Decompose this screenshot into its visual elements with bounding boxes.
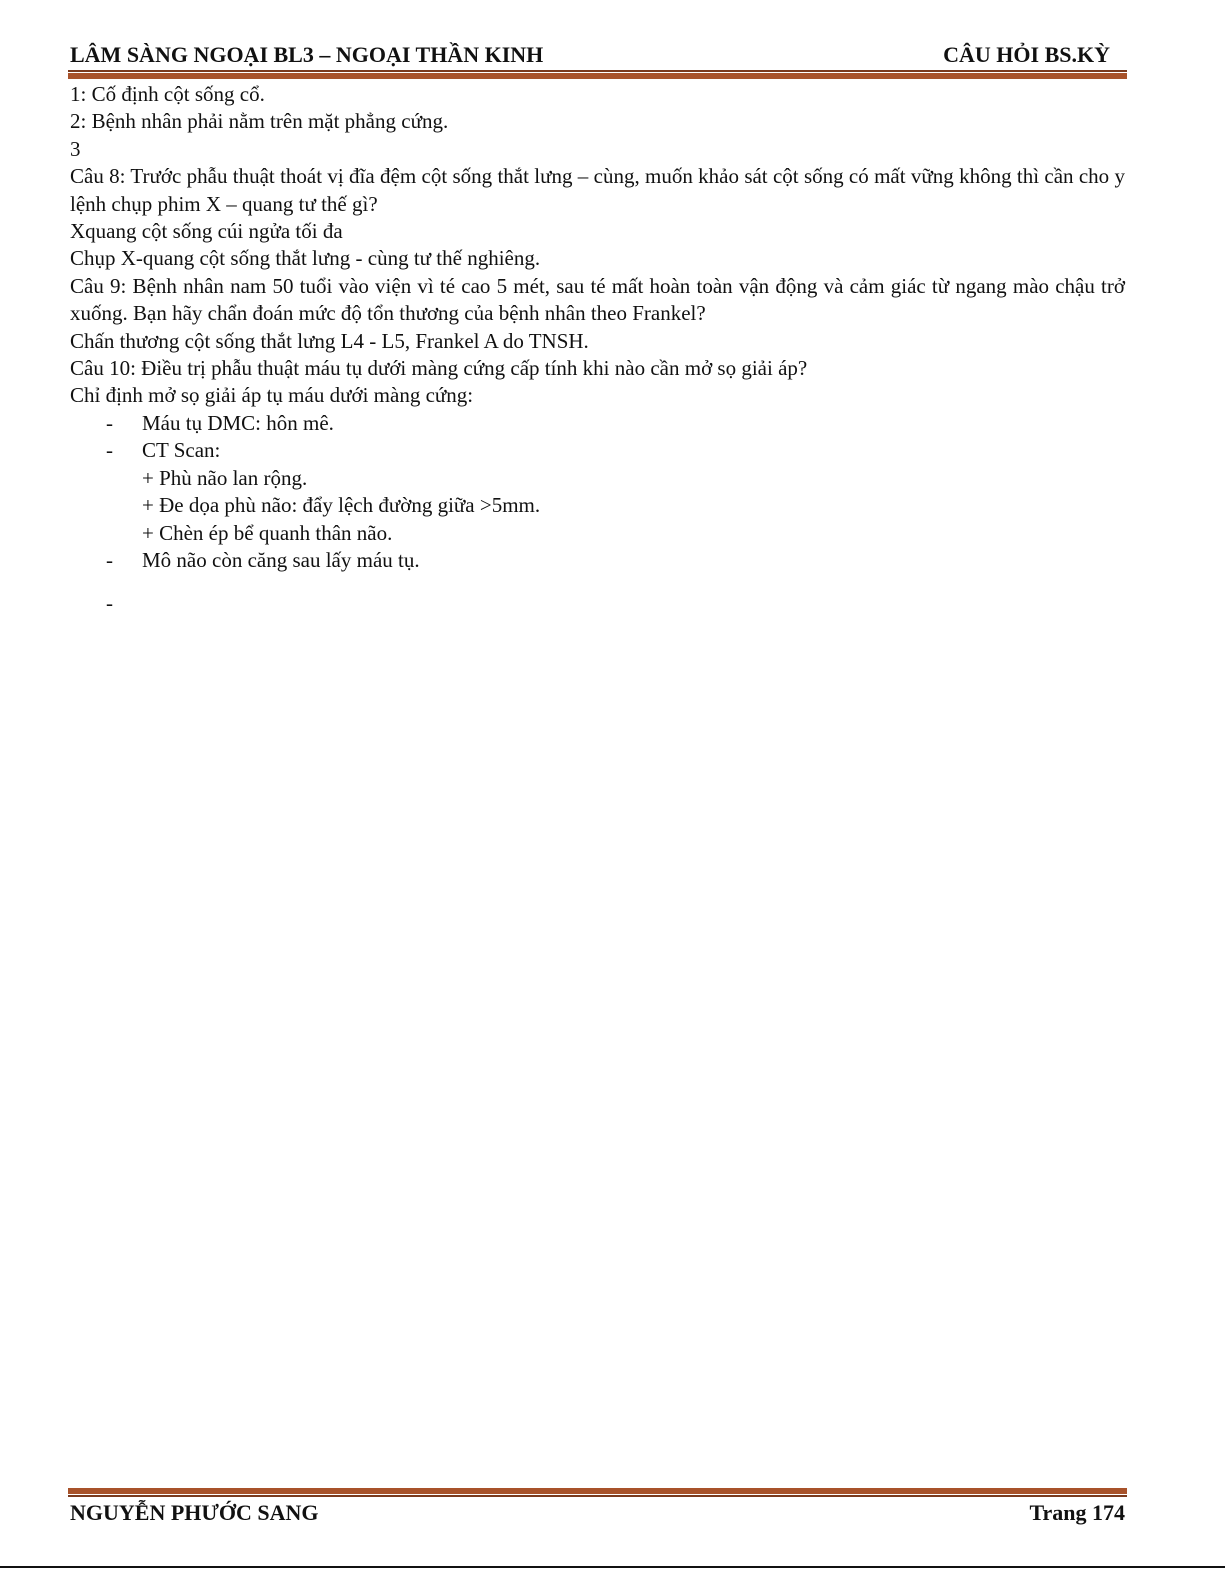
answer-8-line-1: Xquang cột sống cúi ngửa tối đa bbox=[70, 219, 343, 244]
page-number: Trang 174 bbox=[1029, 1500, 1125, 1525]
bullet-dash: - bbox=[106, 547, 113, 572]
answer-10-intro: Chỉ định mở sọ giải áp tụ máu dưới màng cứng: bbox=[70, 383, 474, 408]
list-item bbox=[70, 547, 1125, 574]
list-item bbox=[70, 410, 1125, 437]
footer-rule-thick bbox=[68, 1488, 1127, 1494]
spacer bbox=[70, 574, 1125, 590]
list-item-text: CT Scan: bbox=[142, 438, 221, 463]
sub-item: + Phù não lan rộng. bbox=[142, 465, 308, 490]
question-9: Câu 9: Bệnh nhân nam 50 tuổi vào viện vì té cao 5 mét, sau té mất hoàn toàn vận động và cảm giác từ ngang mào chậu trở xuống. Bạn hãy chẩn đoán mức độ tổn thương của bệnh nhân theo Frankel? bbox=[70, 273, 1125, 326]
question-10: Câu 10: Điều trị phẫu thuật máu tụ dưới màng cứng cấp tính khi nào cần mở sọ giải áp? bbox=[70, 356, 808, 381]
header-rule-thin bbox=[68, 70, 1127, 72]
text-line: 1: Cố định cột sống cổ. bbox=[70, 82, 265, 106]
sub-item: + Đe dọa phù não: đẩy lệch đường giữa >5mm. bbox=[142, 493, 541, 518]
bullet-dash: - bbox=[106, 410, 113, 435]
page-header bbox=[70, 42, 1126, 70]
bullet-dash: - bbox=[106, 591, 113, 616]
footer-rule-thin bbox=[68, 1495, 1127, 1497]
answer-8-line-2: Chụp X-quang cột sống thắt lưng - cùng tư thế nghiêng. bbox=[70, 246, 541, 271]
document-body bbox=[70, 81, 1125, 616]
sub-item: + Chèn ép bể quanh thân não. bbox=[142, 520, 393, 545]
bullet-dash: - bbox=[106, 438, 113, 463]
list-item-text: Mô não còn căng sau lấy máu tụ. bbox=[142, 547, 420, 572]
answer-9: Chấn thương cột sống thắt lưng L4 - L5, Frankel A do TNSH. bbox=[70, 328, 589, 353]
list-item-text: Máu tụ DMC: hôn mê. bbox=[142, 410, 334, 435]
text-line: 2: Bệnh nhân phải nằm trên mặt phẳng cứng. bbox=[70, 109, 449, 134]
list-item bbox=[70, 437, 1125, 464]
header-title: LÂM SÀNG NGOẠI BL3 – NGOẠI THẦN KINH bbox=[70, 42, 544, 67]
page-footer bbox=[70, 1500, 1125, 1528]
header-rule-thick bbox=[68, 73, 1127, 79]
header-subtitle: CÂU HỎI BS.KỲ bbox=[943, 42, 1110, 67]
question-8: Câu 8: Trước phẫu thuật thoát vị đĩa đệm cột sống thắt lưng – cùng, muốn khảo sát cột sống có mất vững không thì cần cho y lệnh chụp phim X – quang tư thế gì? bbox=[70, 164, 1125, 216]
page-bottom-border bbox=[0, 1566, 1225, 1568]
text-line: 3 bbox=[70, 136, 81, 161]
footer-author: NGUYỄN PHƯỚC SANG bbox=[70, 1500, 319, 1525]
